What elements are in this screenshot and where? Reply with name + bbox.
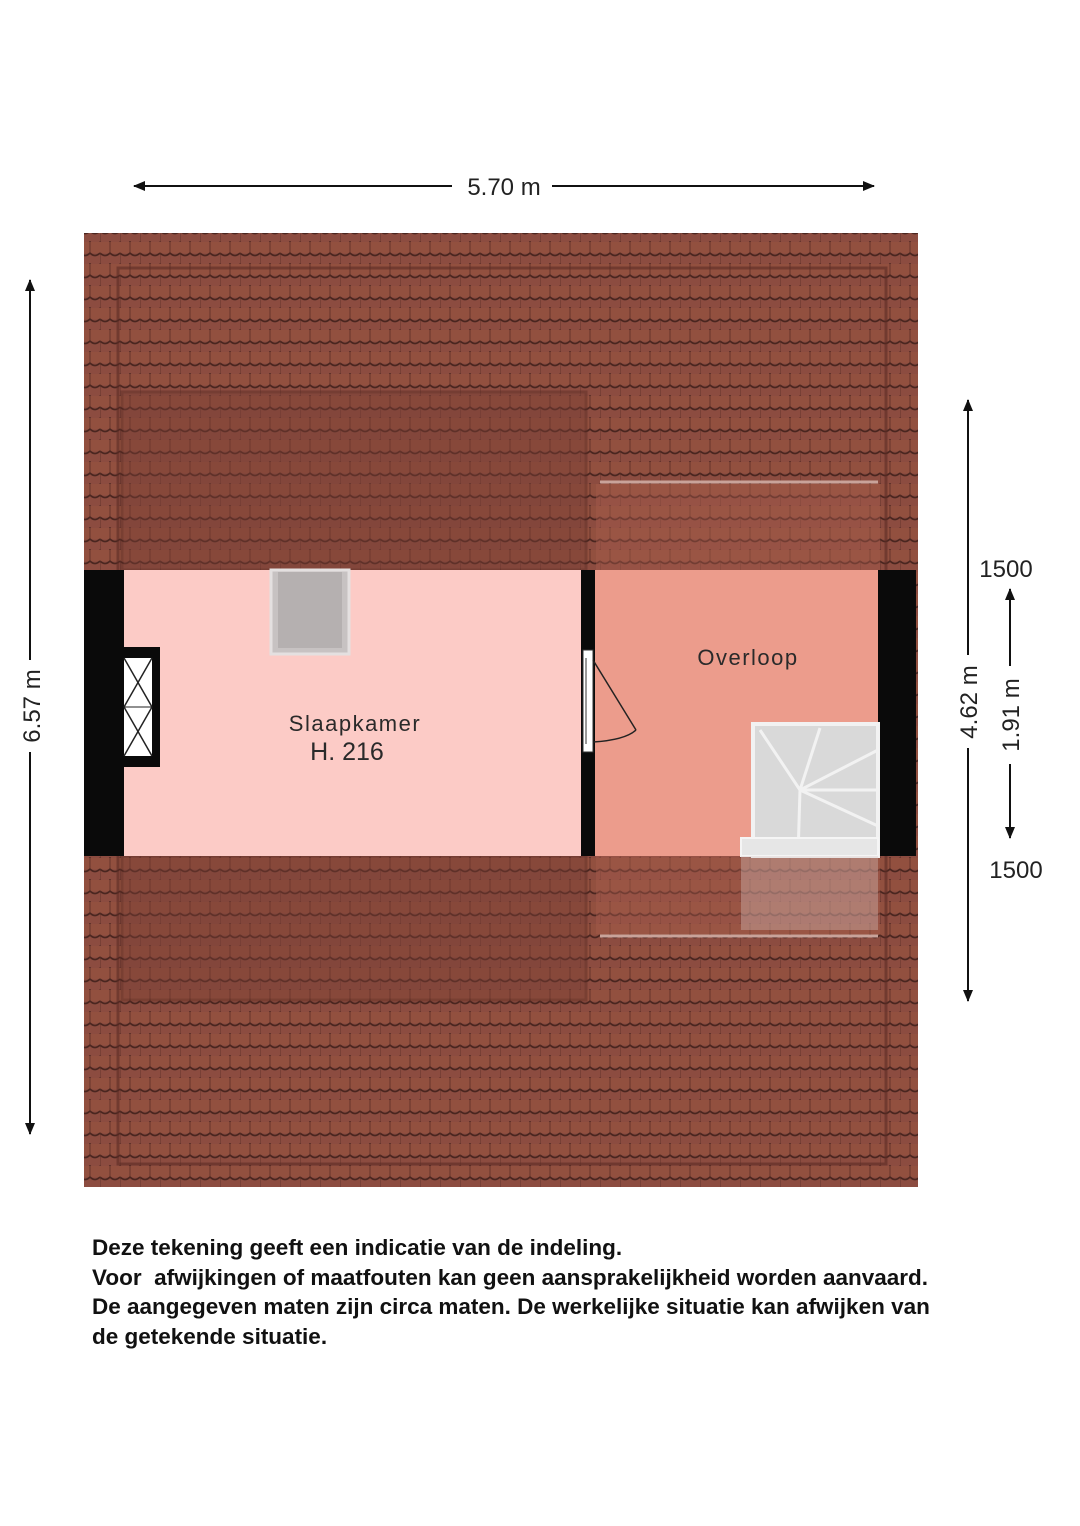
disclaimer	[92, 1233, 1072, 1351]
landing-label: Overloop	[697, 645, 799, 670]
staircase	[741, 724, 878, 930]
disclaimer-line-3: De aangegeven maten zijn circa maten. De werkelijke situatie kan afwijken van	[92, 1294, 930, 1319]
window-left	[118, 647, 160, 767]
disclaimer-line-4: de getekende situatie.	[92, 1323, 328, 1349]
dormer-left-bottom	[122, 856, 586, 1000]
disclaimer-line-1: Deze tekening geeft een indicatie van de indeling.	[92, 1235, 623, 1260]
disclaimer-line-2: Voor afwijkingen of maatfouten kan geen aansprakelijkheid worden aanvaard.	[92, 1264, 929, 1290]
dormer-right-top	[596, 484, 880, 570]
dimension-width	[134, 174, 874, 201]
dimension-depth-right-label: 4.62 m	[956, 665, 983, 739]
dimension-total-depth	[19, 280, 46, 1134]
skylight	[271, 570, 349, 654]
offset-top-label: 1500	[979, 556, 1033, 583]
dimension-inner-height	[998, 589, 1025, 838]
offset-bottom-label: 1500	[989, 857, 1043, 884]
dimension-depth-right	[956, 400, 983, 1001]
bedroom-height-label: H. 216	[310, 738, 384, 766]
dimension-width-label: 5.70 m	[467, 174, 541, 201]
bedroom-label: Slaapkamer	[288, 711, 422, 736]
dimension-total-depth-label: 6.57 m	[19, 669, 46, 743]
dormer-left-top	[122, 392, 586, 570]
dimension-inner-height-label: 1.91 m	[998, 678, 1025, 752]
